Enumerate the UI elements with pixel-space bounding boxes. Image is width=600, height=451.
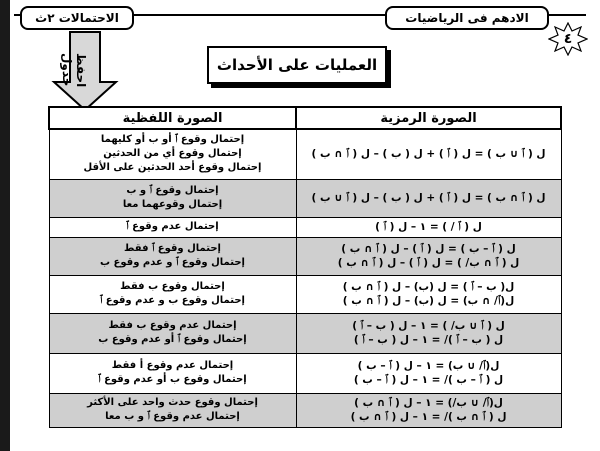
verbal-cell	[49, 217, 296, 237]
verbal-description: إحتمال وقوع ب أو عدم وقوع ﭐ	[98, 374, 247, 385]
verbal-cell	[49, 179, 296, 217]
symbolic-cell	[296, 237, 561, 275]
verbal-description: إحتمال وقوع ب و عدم وقوع ﭐ	[100, 295, 245, 306]
verbal-description: إحتمال وقوع ﭐ و عدم وقوع ب	[100, 257, 245, 268]
verbal-cell	[49, 393, 296, 427]
symbolic-formula: ل ( ﭐ ∪ ب/ ) = ١ – ل ( ب – ﭐ )	[352, 320, 505, 332]
verbal-description: إحتمال وقوع ﭐ أو عدم وقوع ب	[98, 334, 247, 345]
verbal-description: إحتمال وقوع ب فقط	[120, 281, 225, 292]
verbal-description: إحتمال وقوع أحد الحدثين على الأقل	[83, 162, 262, 174]
table-row	[49, 129, 561, 179]
column-header-symbolic: الصورة الرمزية	[296, 107, 561, 129]
table-header-row	[49, 107, 561, 129]
table-row	[49, 179, 561, 217]
operations-table	[48, 106, 562, 428]
verbal-cell	[49, 313, 296, 353]
symbolic-formula: ل ( ﭐ – ب )/ = ١ – ل ( ﭐ – ب )	[353, 374, 504, 386]
verbal-description: إحتمال وقوعهما معا	[122, 199, 223, 210]
symbolic-formula: ل ( ﭐ ∩ ب ) = ل ( ﭐ ) + ل ( ب ) – ل ( ﭐ ∪ ب )	[311, 192, 546, 204]
left-margin-bar	[0, 0, 10, 451]
symbolic-cell	[296, 217, 561, 237]
symbolic-cell	[296, 129, 561, 179]
table-row	[49, 353, 561, 393]
page-title: العمليات على الأحداث	[207, 46, 387, 84]
symbolic-formula: ل ( ﭐ ∩ ب/ ) = ل ( ﭐ ) – ل ( ﭐ ∩ ب )	[337, 257, 520, 269]
verbal-cell	[49, 129, 296, 179]
symbolic-formula: ل ( ﭐ / ) = ١ – ل ( ﭐ )	[375, 221, 482, 233]
symbolic-cell	[296, 393, 561, 427]
symbolic-formula: ل ( ب – ﭐ )/ = ١ – ل ( ب – ﭐ )	[353, 334, 504, 346]
symbolic-formula: ل ( ﭐ – ب ) = ل ( ﭐ ) – ل ( ﭐ ∩ ب )	[341, 243, 516, 255]
symbolic-formula: ل ( ﭐ ∪ ب ) = ل ( ﭐ ) + ل ( ب ) – ل ( ﭐ ∩ ب )	[311, 148, 546, 161]
symbolic-cell	[296, 313, 561, 353]
verbal-description: إحتمال عدم وقوع ﭐ و ب معا	[105, 411, 240, 422]
header-right-label: الادهم فى الرياضيات	[385, 6, 549, 30]
symbolic-formula: ل(ﭐ/ ∩ ب) = ل (ب) – ل ( ﭐ ∩ ب )	[342, 295, 515, 307]
symbolic-cell	[296, 179, 561, 217]
verbal-cell	[49, 237, 296, 275]
verbal-description: إحتمال وقوع حدث واحد على الأكثر	[87, 397, 258, 408]
table-row	[49, 217, 561, 237]
table-row	[49, 237, 561, 275]
table-row	[49, 275, 561, 313]
symbolic-formula: ل( ب – ﭐ ) = ل (ب) – ل ( ﭐ ∩ ب )	[342, 281, 515, 293]
verbal-description: إحتمال وقوع ﭐ أو ب أو كليهما	[100, 134, 245, 146]
page-number: ٤	[563, 31, 573, 47]
symbolic-cell	[296, 275, 561, 313]
table-row	[49, 313, 561, 353]
symbolic-formula: ل(ﭐ/ ∪ ب) = ١ – ل ( ﭐ – ب )	[357, 360, 500, 372]
page-number-badge	[548, 22, 588, 56]
arrow-label: احفظ جدول	[60, 52, 88, 88]
symbolic-formula: ل ( ﭐ ∩ ب )/ = ١ – ل ( ﭐ ∩ ب )	[350, 411, 507, 423]
symbolic-formula: ل(ﭐ/ ∪ ب/) = ١ – ل ( ﭐ ∩ ب )	[354, 397, 503, 409]
verbal-cell	[49, 353, 296, 393]
verbal-description: إحتمال عدم وقوع ﭐ	[126, 221, 219, 232]
verbal-cell	[49, 275, 296, 313]
column-header-verbal: الصورة اللفظية	[49, 107, 296, 129]
verbal-description: إحتمال وقوع ﭐ و ب	[126, 185, 219, 196]
table-row	[49, 393, 561, 427]
verbal-description: إحتمال وقوع ﭐ فقط	[124, 243, 221, 254]
verbal-description: إحتمال وقوع أي من الحدثين	[103, 148, 242, 160]
verbal-description: إحتمال عدم وقوع أ فقط	[111, 360, 234, 371]
verbal-description: إحتمال عدم وقوع ب فقط	[108, 320, 237, 331]
symbolic-cell	[296, 353, 561, 393]
header-left-label: الاحتمالات ٢ث	[20, 6, 134, 30]
